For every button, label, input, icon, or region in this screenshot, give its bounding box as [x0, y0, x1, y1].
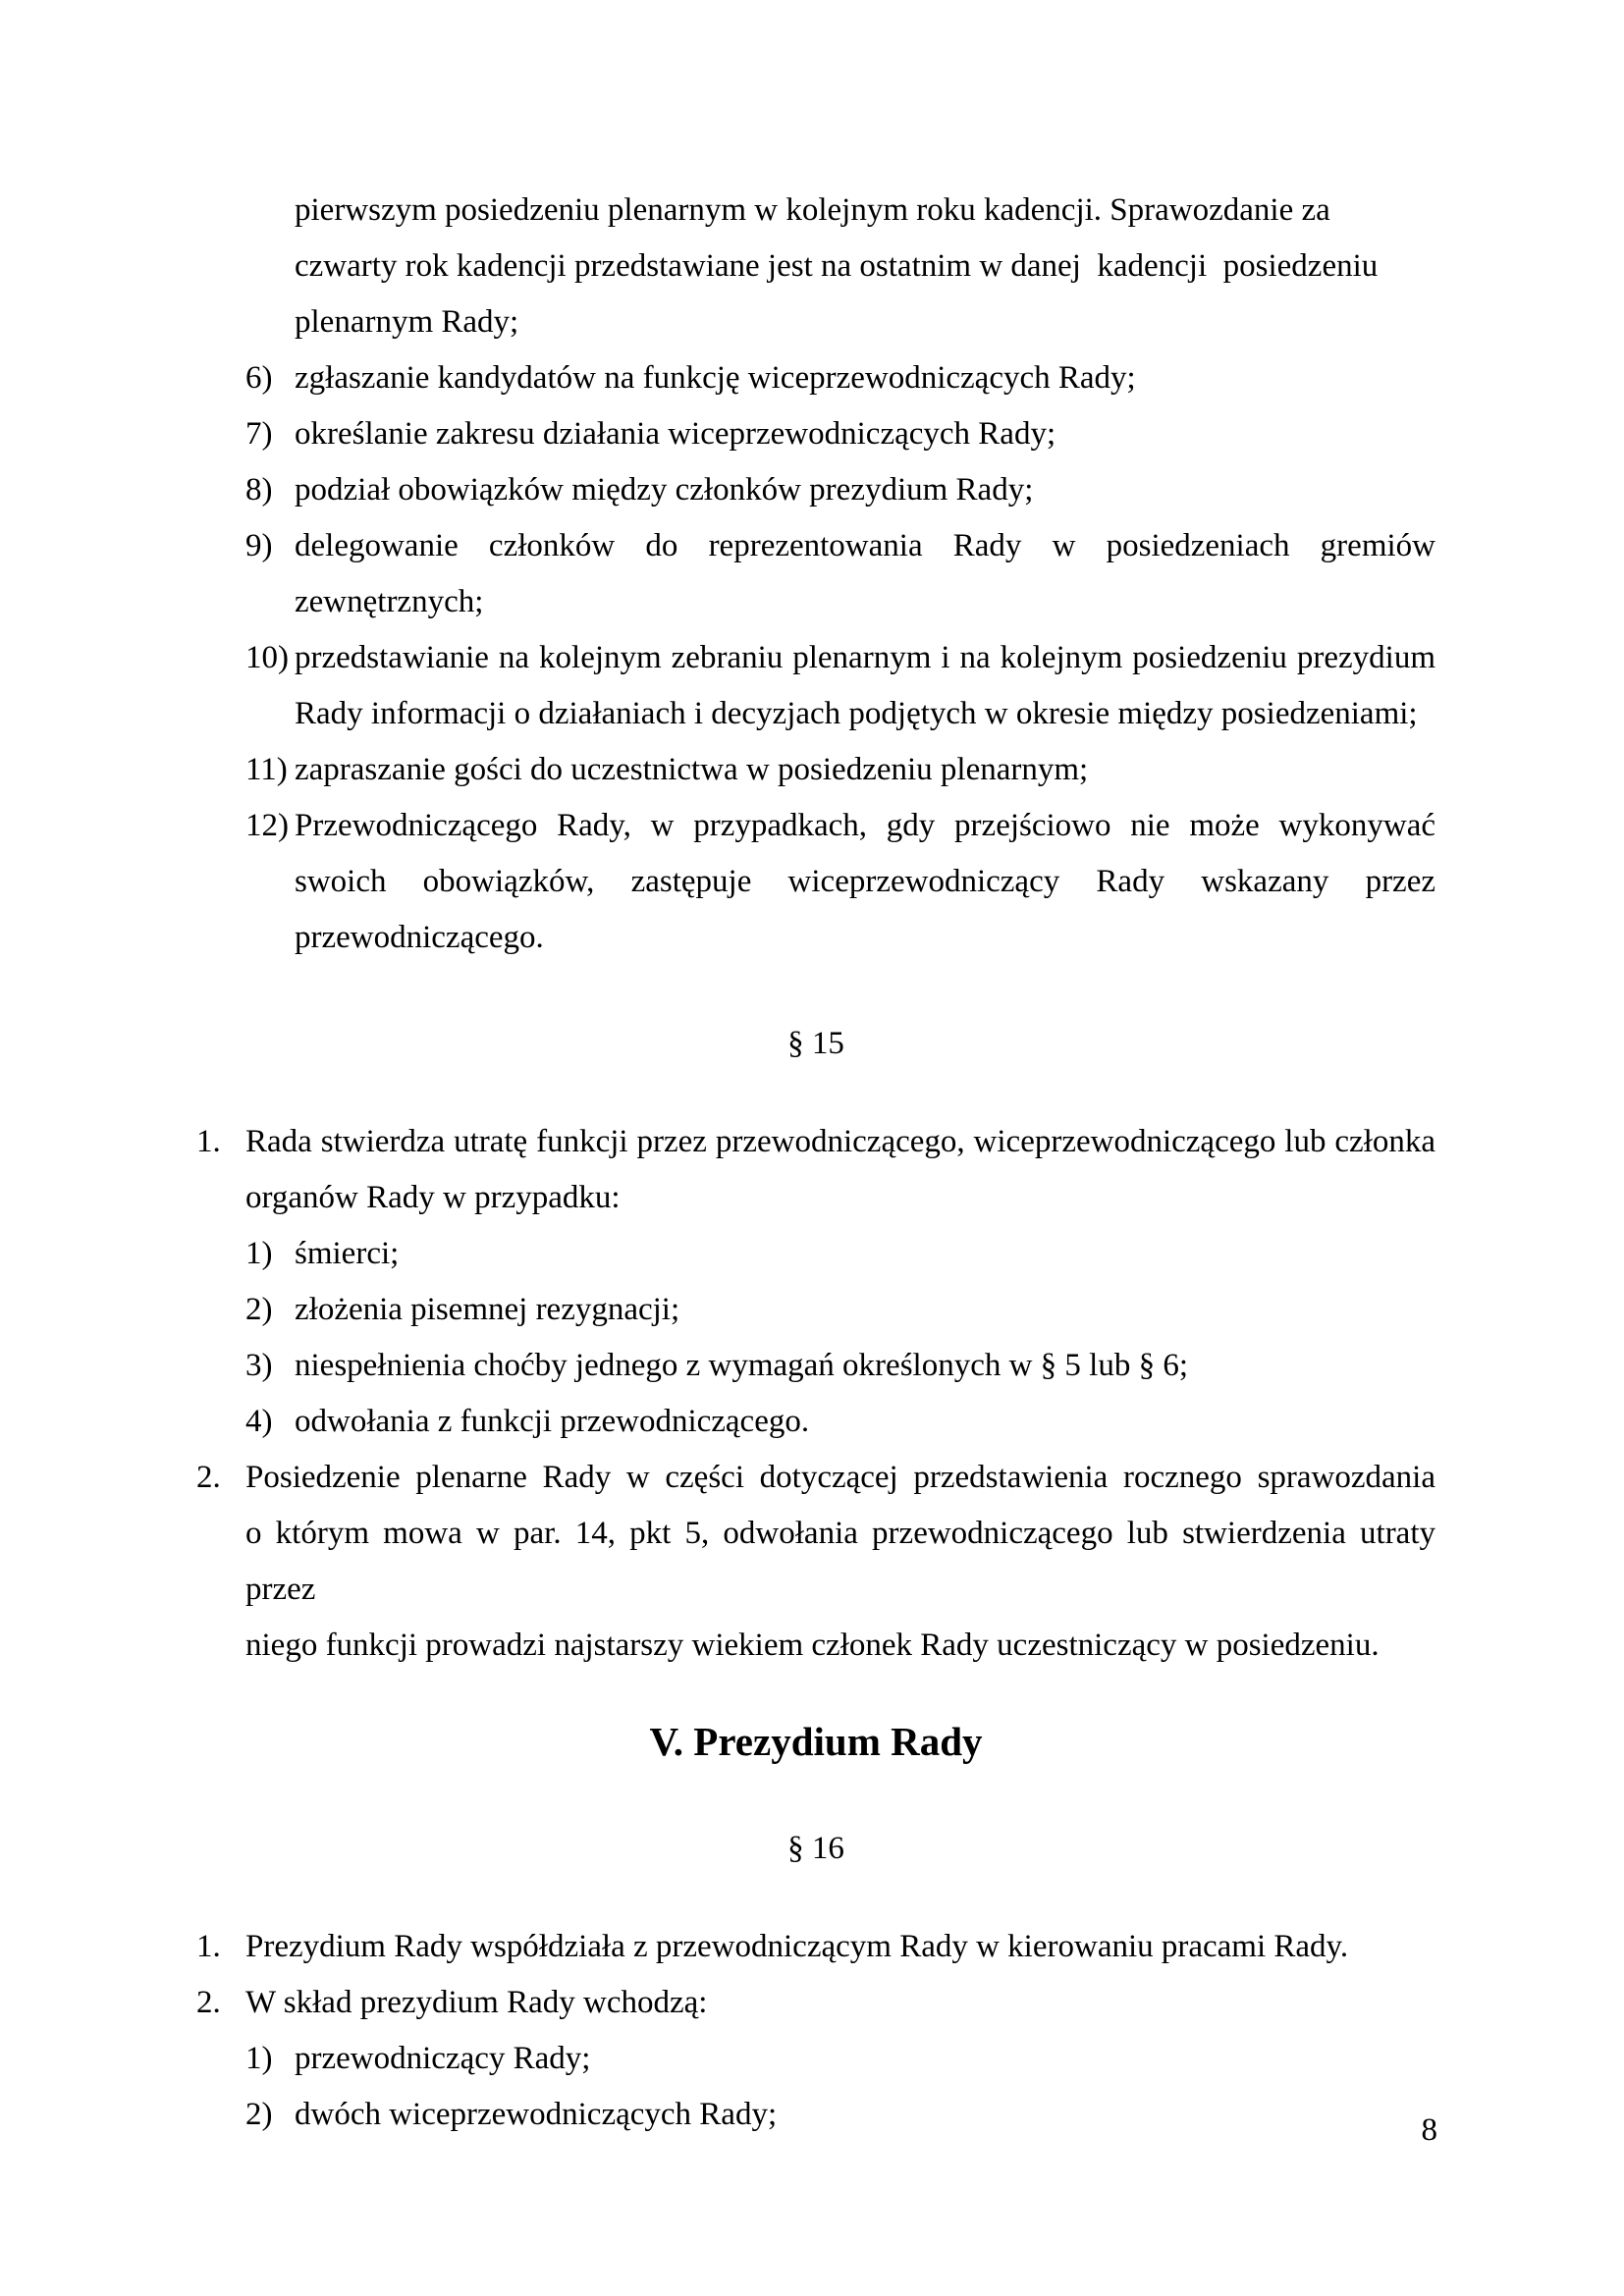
document-line — [196, 294, 1435, 350]
line-text: pierwszym posiedzeniu plenarnym w kolejnym roku kadencji. Sprawozdanie za — [295, 192, 1330, 228]
list-marker: 2) — [245, 2097, 273, 2132]
document-line — [196, 742, 1435, 798]
document-line — [196, 798, 1435, 854]
line-text: podział obowiązków między członków prezydium Rady; — [295, 472, 1034, 507]
line-text: niego funkcji prowadzi najstarszy wiekiem członek Rady uczestniczący w posiedzeniu. — [245, 1628, 1380, 1663]
list-marker: 3) — [245, 1348, 273, 1383]
line-text: śmierci; — [295, 1236, 400, 1271]
list-marker: 11) — [245, 752, 288, 787]
document-line — [196, 518, 1435, 574]
list-marker: 12) — [245, 808, 289, 843]
document-line — [196, 2087, 1435, 2143]
document-line — [196, 1338, 1435, 1394]
document-line — [196, 1506, 1444, 1618]
document-line — [196, 350, 1435, 406]
list-marker: 2. — [196, 1460, 221, 1495]
line-text: niespełnienia choćby jednego z wymagań określonych w § 5 lub § 6; — [295, 1348, 1189, 1383]
page-content — [196, 183, 1444, 2143]
document-line — [196, 630, 1435, 686]
line-text: o którym mowa w par. 14, pkt 5, odwołania przewodniczącego lub stwierdzenia utraty przez — [245, 1516, 1444, 1607]
document-line — [196, 1170, 1435, 1226]
document-line — [196, 910, 1435, 966]
list-marker: 7) — [245, 416, 273, 452]
line-text: Rada stwierdza utratę funkcji przez przewodniczącego, wiceprzewodniczącego lub członka — [245, 1124, 1435, 1159]
document-line — [196, 1975, 1435, 2031]
list-marker: 4) — [245, 1404, 273, 1439]
list-marker: 9) — [245, 528, 273, 563]
list-block — [196, 1114, 1444, 1674]
line-text: zgłaszanie kandydatów na funkcję wiceprzewodniczących Rady; — [295, 360, 1136, 396]
line-text: zewnętrznych; — [295, 584, 484, 619]
document-line — [196, 462, 1435, 518]
document-line — [196, 1618, 1435, 1674]
line-text: przewodniczący Rady; — [295, 2041, 591, 2076]
list-marker: 1) — [245, 1236, 273, 1271]
document-line — [196, 1919, 1435, 1975]
chapter-heading: V. Prezydium Rady — [649, 1719, 983, 1764]
line-text: delegowanie członków do reprezentowania Rady w posiedzeniach gremiów — [295, 528, 1435, 563]
document-line — [196, 406, 1435, 462]
list-block — [196, 183, 1435, 966]
document-line — [196, 239, 1435, 294]
document-line — [196, 686, 1435, 742]
line-text: W skład prezydium Rady wchodzą: — [245, 1985, 708, 2020]
document-line — [196, 1114, 1435, 1170]
section-heading: § 15 — [787, 1026, 844, 1061]
document-line — [196, 1450, 1435, 1506]
document-line — [196, 2031, 1435, 2087]
page-number: 8 — [1421, 2112, 1437, 2148]
line-text: czwarty rok kadencji przedstawiane jest na ostatnim w danej kadencji posiedzeniu — [295, 248, 1379, 284]
list-marker: 2) — [245, 1292, 273, 1327]
line-text: złożenia pisemnej rezygnacji; — [295, 1292, 680, 1327]
list-marker: 1. — [196, 1124, 221, 1159]
list-marker: 2. — [196, 1985, 221, 2020]
line-text: Przewodniczącego Rady, w przypadkach, gdy przejściowo nie może wykonywać — [295, 808, 1435, 843]
document-line — [196, 183, 1435, 239]
line-text: plenarnym Rady; — [295, 304, 519, 340]
list-marker: 6) — [245, 360, 273, 396]
line-text: organów Rady w przypadku: — [245, 1180, 621, 1215]
document-line — [196, 1282, 1435, 1338]
list-marker: 1. — [196, 1929, 221, 1964]
line-text: swoich obowiązków, zastępuje wiceprzewodniczący Rady wskazany przez — [295, 864, 1435, 899]
line-text: odwołania z funkcji przewodniczącego. — [295, 1404, 810, 1439]
line-text: określanie zakresu działania wiceprzewodniczących Rady; — [295, 416, 1056, 452]
document-line — [196, 1394, 1435, 1450]
line-text: dwóch wiceprzewodniczących Rady; — [295, 2097, 778, 2132]
document-line — [196, 574, 1435, 630]
document-line — [196, 854, 1435, 910]
list-block — [196, 1919, 1435, 2143]
list-marker: 1) — [245, 2041, 273, 2076]
line-text: zapraszanie gości do uczestnictwa w posiedzeniu plenarnym; — [295, 752, 1089, 787]
section-heading: § 16 — [787, 1831, 844, 1866]
line-text: Prezydium Rady współdziała z przewodniczącym Rady w kierowaniu pracami Rady. — [245, 1929, 1349, 1964]
line-text: Rady informacji o działaniach i decyzjach podjętych w okresie między posiedzeniami; — [295, 696, 1418, 731]
line-text: przedstawianie na kolejnym zebraniu plenarnym i na kolejnym posiedzeniu prezydium — [295, 640, 1435, 675]
list-marker: 8) — [245, 472, 273, 507]
line-text: Posiedzenie plenarne Rady w części dotyczącej przedstawienia rocznego sprawozdania — [245, 1460, 1435, 1495]
list-marker: 10) — [245, 640, 289, 675]
line-text: przewodniczącego. — [295, 920, 544, 955]
document-line — [196, 1226, 1435, 1282]
